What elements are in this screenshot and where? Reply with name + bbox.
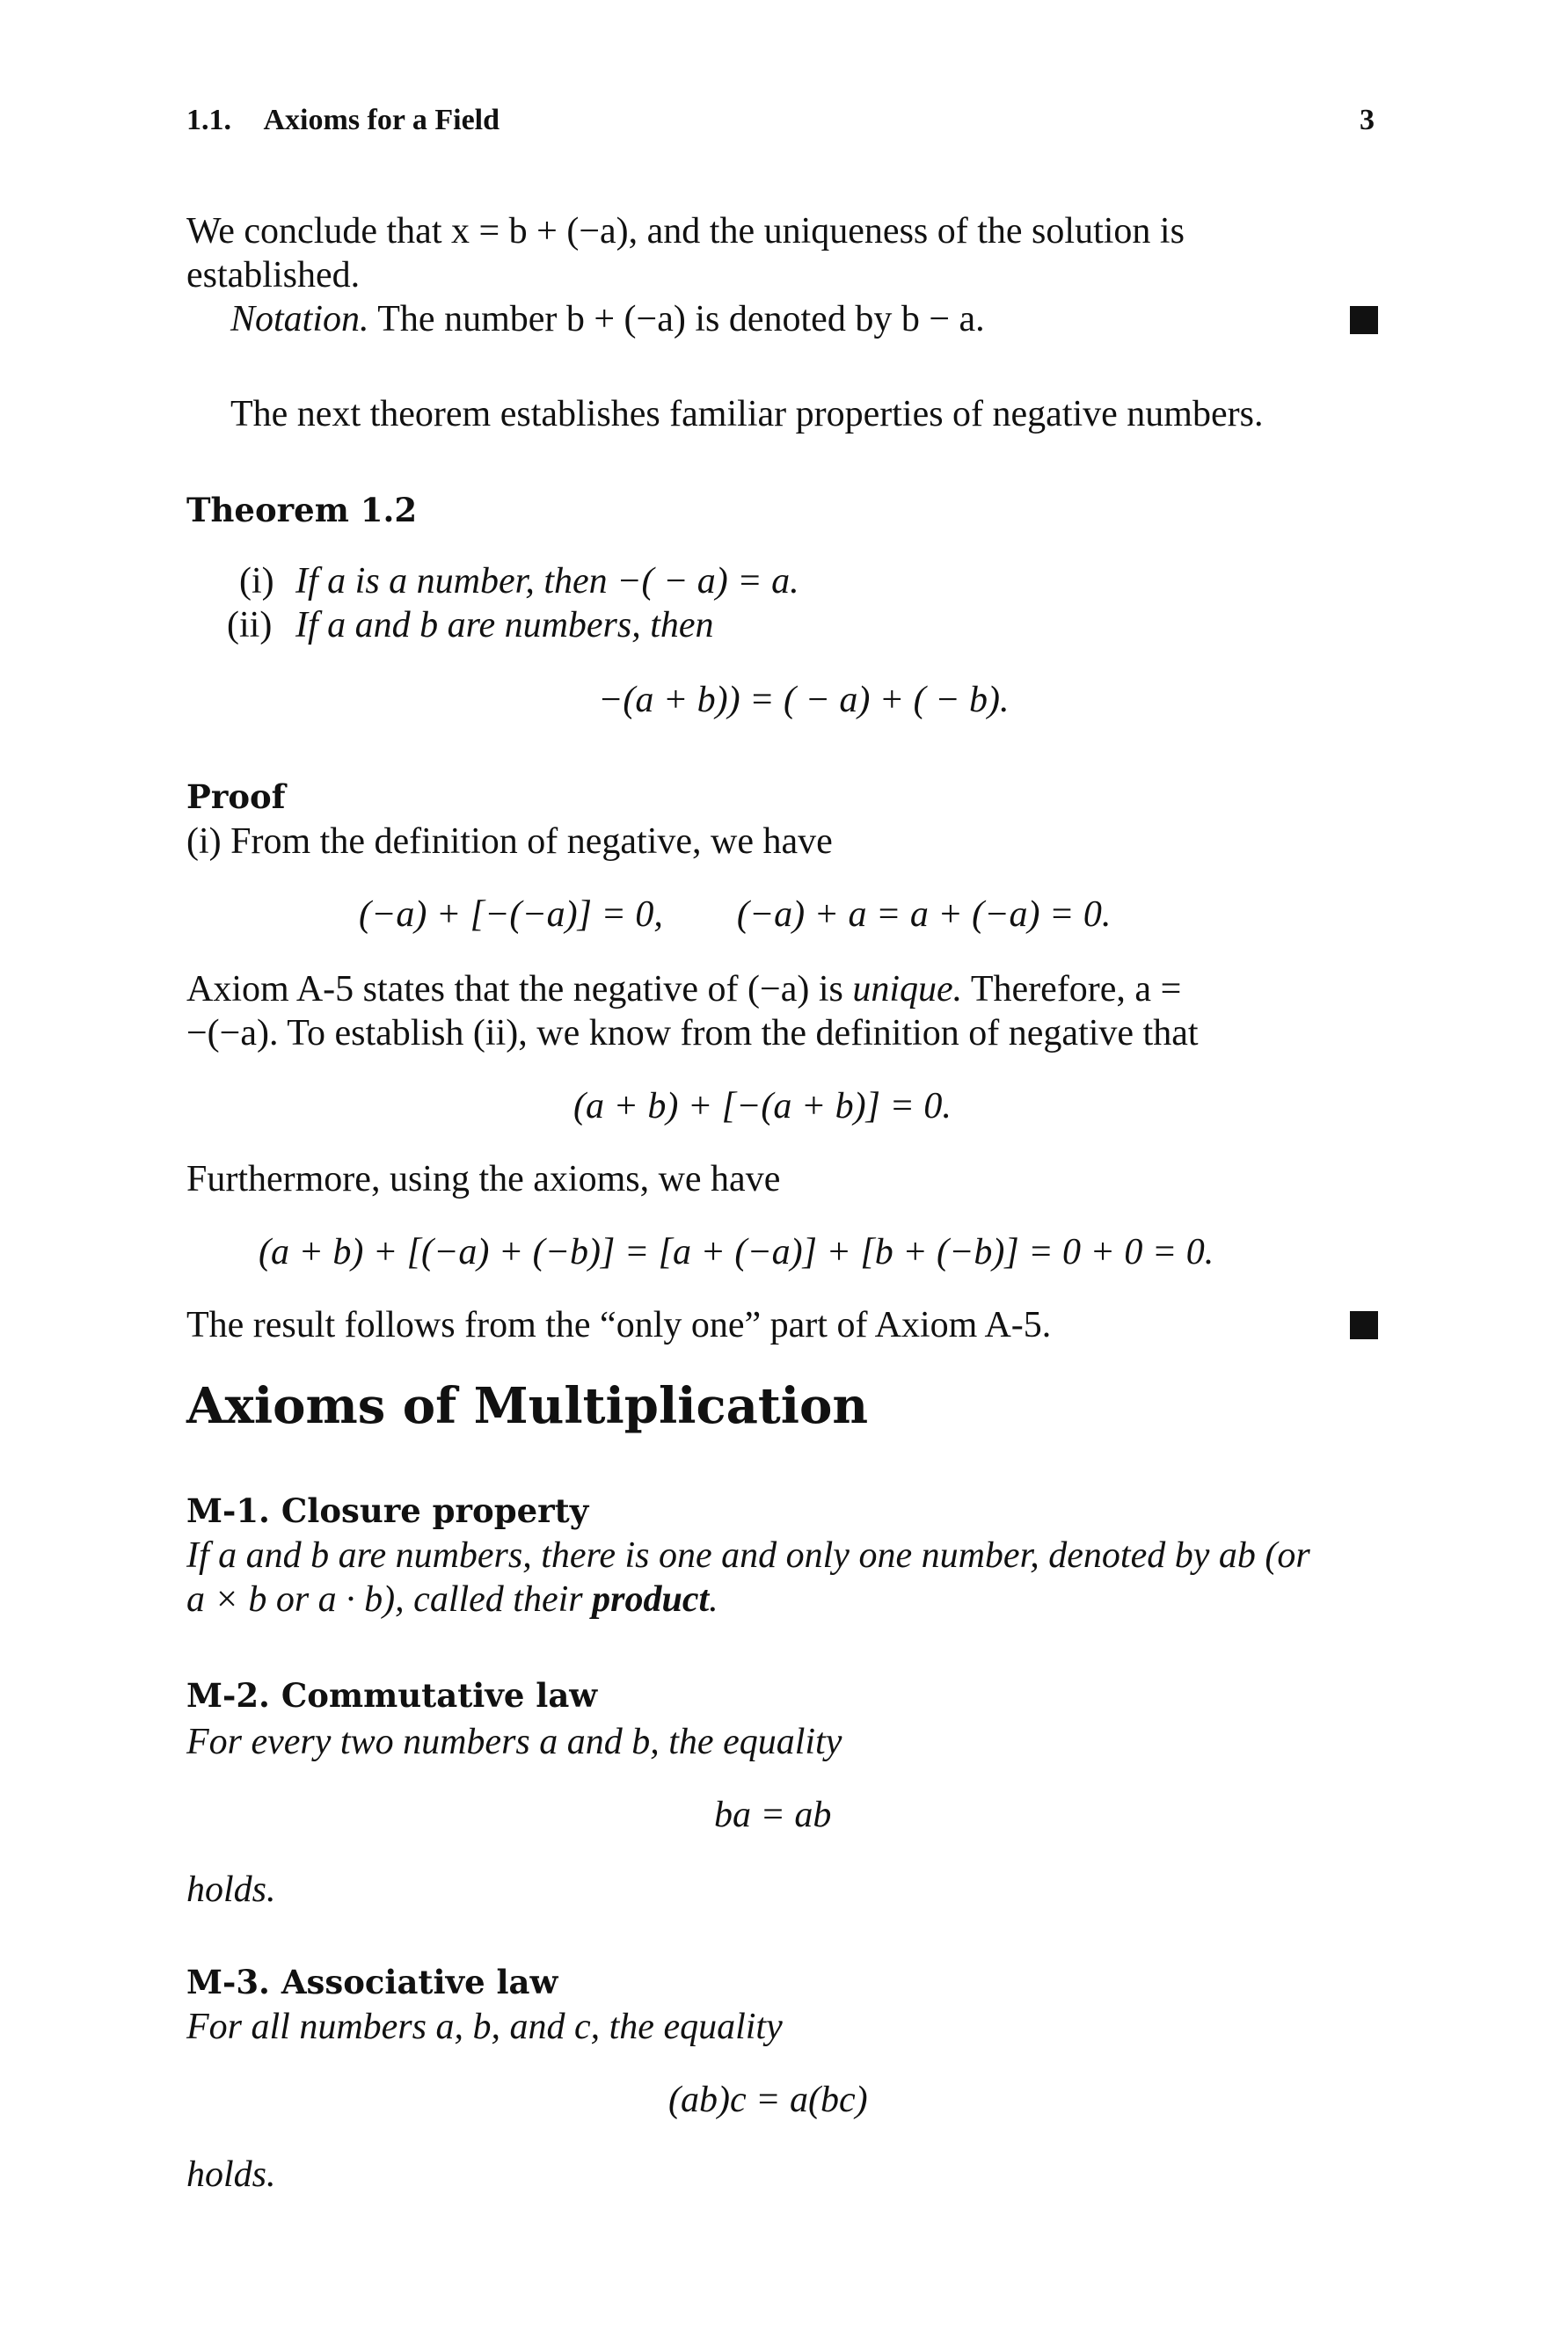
m1-product-term: product: [592, 1579, 710, 1620]
running-head-title: Axioms for a Field: [263, 104, 500, 136]
next-theorem-text: The next theorem establishes familiar properties of negative numbers.: [230, 394, 1264, 434]
m1-line-2: [186, 1578, 718, 1622]
proof-equation-1: (−a) + [−(−a)] = 0, (−a) + a = a + (−a) = 0.: [359, 894, 1112, 935]
end-of-proof-mark: [1350, 1311, 1378, 1339]
proof-line-1: (i) From the definition of negative, we have: [186, 821, 833, 862]
theorem-item-2-text: If a and b are numbers, then: [295, 605, 714, 645]
section-title: Axioms of Multiplication: [186, 1377, 869, 1435]
conclusion-line1: We conclude that x = b + (−a), and the uniqueness of the solution is: [186, 211, 1185, 251]
m1-line-2-end: .: [709, 1579, 718, 1620]
proof-title: Proof: [186, 777, 286, 816]
notation-line: [230, 297, 985, 341]
running-head-number: 1.1.: [186, 104, 231, 136]
notation-label: Notation.: [230, 299, 369, 339]
proof-line-5: The result follows from the “only one” part of Axiom A-5.: [186, 1305, 1052, 1345]
m2-formula: ba = ab: [714, 1795, 832, 1835]
m1-line-1: If a and b are numbers, there is one and only one number, denoted by ab (or: [186, 1535, 1310, 1576]
proof-line-2-start: Axiom A-5 states that the negative of (−a) is: [186, 969, 853, 1010]
proof-line-2-unique: unique.: [852, 969, 963, 1010]
m2-holds: holds.: [186, 1870, 276, 1910]
conclusion-line2: established.: [186, 255, 361, 295]
proof-line-3: −(−a). To establish (ii), we know from the definition of negative that: [186, 1013, 1199, 1053]
m3-title: M-3. Associative law: [186, 1963, 558, 2001]
proof-line-2: [186, 967, 1379, 1011]
m2-title: M-2. Commutative law: [186, 1676, 598, 1715]
notation-text: The number b + (−a) is denoted by b − a.: [377, 299, 985, 339]
page-number: 3: [1360, 104, 1375, 136]
theorem-title: Theorem 1.2: [186, 491, 418, 529]
m1-title: M-1. Closure property: [186, 1491, 589, 1530]
theorem-item-1-label: (i): [239, 561, 274, 601]
end-of-proof-mark: [1350, 306, 1378, 334]
theorem-item-1-text: If a is a number, then −( − a) = a.: [295, 561, 799, 601]
m3-formula: (ab)c = a(bc): [668, 2080, 868, 2120]
running-head-section: [186, 104, 500, 137]
theorem-item-2-label: (ii): [227, 605, 273, 645]
proof-line-2-end: Therefore, a =: [962, 969, 1182, 1010]
m3-line-1: For all numbers a, b, and c, the equality: [186, 2007, 783, 2047]
theorem-formula: −(a + b)) = ( − a) + ( − b).: [598, 680, 1010, 720]
proof-line-4: Furthermore, using the axioms, we have: [186, 1159, 781, 1199]
m2-line-1: For every two numbers a and b, the equality: [186, 1722, 842, 1762]
m1-line-2-start: a × b or a · b), called their: [186, 1579, 593, 1620]
m3-holds: holds.: [186, 2154, 276, 2195]
proof-equation-2: (a + b) + [−(a + b)] = 0.: [573, 1086, 952, 1126]
proof-equation-3: (a + b) + [(−a) + (−b)] = [a + (−a)] + [b + (−b)] = 0 + 0 = 0.: [259, 1232, 1214, 1272]
